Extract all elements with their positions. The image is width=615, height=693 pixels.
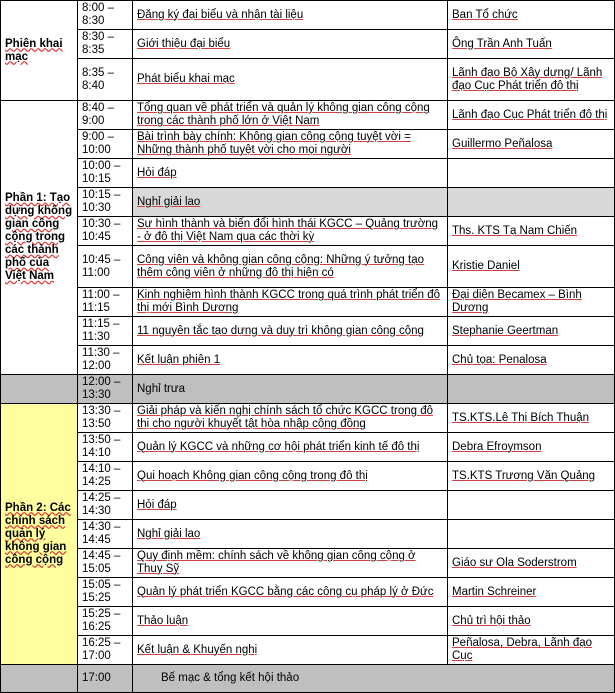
- table-row: [1, 578, 615, 607]
- time-cell: 10:30 – 10:45: [78, 217, 133, 246]
- table-row: [1, 375, 615, 404]
- time-cell: 8:40 – 9:00: [78, 101, 133, 130]
- topic-cell: Công viên và không gian công cộng: Những ý tưởng tạo thêm công viên ở những đô thị hiện có: [133, 246, 448, 288]
- table-row: [1, 607, 615, 636]
- table-row: [1, 159, 615, 188]
- topic-cell: Nghỉ trưa: [133, 375, 448, 404]
- speaker-cell: Peñalosa, Debra, Lãnh đạo Cục: [448, 636, 615, 665]
- topic-cell: Thảo luận: [133, 607, 448, 636]
- session-part1-label: Phần 1: Tạo dựng không gian công cộng trong các thành phố của Việt Nam: [1, 101, 78, 375]
- time-cell: 17:00: [78, 665, 133, 693]
- topic-cell: Quản lý KGCC và những cơ hội phát triển kinh tế đô thị: [133, 433, 448, 462]
- topic-cell: Kết luận phiên 1: [133, 346, 448, 375]
- table-row: [1, 462, 615, 491]
- topic-cell: Giải pháp và kiến nghị chính sách tổ chức KGCC trong đô thị cho người khuyết tật hòa nhập cộng đồng: [133, 404, 448, 433]
- time-cell: 10:15 – 10:30: [78, 188, 133, 217]
- table-row: [1, 346, 615, 375]
- speaker-cell: Giáo sư Ola Soderstrom: [448, 549, 615, 578]
- table-row: [1, 491, 615, 520]
- topic-cell: Giới thiệu đại biểu: [133, 30, 448, 59]
- empty-session-cell: [1, 665, 78, 693]
- table-row: [1, 101, 615, 130]
- speaker-cell: [448, 520, 615, 549]
- topic-cell: Kết luận & Khuyến nghị: [133, 636, 448, 665]
- table-row: [1, 433, 615, 462]
- speaker-cell: Lãnh đạo Bộ Xây dựng/ Lãnh đạo Cục Phát triển đô thị: [448, 59, 615, 101]
- table-row: [1, 59, 615, 101]
- topic-cell: Hỏi đáp: [133, 491, 448, 520]
- time-cell: 16:25 – 17:00: [78, 636, 133, 665]
- speaker-cell: Chủ trì hội thảo: [448, 607, 615, 636]
- time-cell: 8:00 – 8:30: [78, 1, 133, 30]
- topic-cell: Phát biểu khai mạc: [133, 59, 448, 101]
- speaker-cell: TS.KTS Trương Văn Quảng: [448, 462, 615, 491]
- speaker-cell: Ban Tổ chức: [448, 1, 615, 30]
- speaker-cell: [448, 188, 615, 217]
- time-cell: 15:25 – 16:25: [78, 607, 133, 636]
- speaker-cell: Ths. KTS Tạ Nam Chiến: [448, 217, 615, 246]
- topic-cell: Quy định mềm: chính sách về không gian công cộng ở Thuỵ Sỹ: [133, 549, 448, 578]
- table-row: [1, 636, 615, 665]
- topic-cell: Sự hình thành và biến đổi hình thái KGCC – Quảng trường - ở đô thị Việt Nam qua các thời kỳ: [133, 217, 448, 246]
- time-cell: 14:25 – 14:30: [78, 491, 133, 520]
- time-cell: 11:15 – 11:30: [78, 317, 133, 346]
- table-row: [1, 246, 615, 288]
- time-cell: 13:30 – 13:50: [78, 404, 133, 433]
- table-row: [1, 130, 615, 159]
- topic-cell: 11 nguyên tắc tạo dựng và duy trì không gian công cộng: [133, 317, 448, 346]
- topic-cell: Bế mạc & tổng kết hội thảo: [133, 665, 615, 693]
- table-row: [1, 520, 615, 549]
- time-cell: 15:05 – 15:25: [78, 578, 133, 607]
- speaker-cell: Chủ tọa: Penalosa: [448, 346, 615, 375]
- time-cell: 13:50 – 14:10: [78, 433, 133, 462]
- time-cell: 8:30 – 8:35: [78, 30, 133, 59]
- time-cell: 11:30 – 12:00: [78, 346, 133, 375]
- speaker-cell: Martin Schreiner: [448, 578, 615, 607]
- topic-cell: Qui hoạch Không gian công cộng trong đô thị: [133, 462, 448, 491]
- topic-cell: Nghỉ giải lao: [133, 188, 448, 217]
- table-row: [1, 665, 615, 693]
- topic-cell: Quản lý phát triển KGCC bằng các công cụ pháp lý ở Đức: [133, 578, 448, 607]
- speaker-cell: Guillermo Peñalosa: [448, 130, 615, 159]
- topic-cell: Kinh nghiệm hình thành KGCC trong quá trình phát triển đô thị mới Bình Dương: [133, 288, 448, 317]
- time-cell: 11:00 – 11:15: [78, 288, 133, 317]
- time-cell: 9:00 – 10:00: [78, 130, 133, 159]
- speaker-cell: Ông Trần Anh Tuấn: [448, 30, 615, 59]
- topic-cell: Đăng ký đại biểu và nhận tài liệu: [133, 1, 448, 30]
- speaker-cell: Lãnh đạo Cục Phát triển đô thị: [448, 101, 615, 130]
- table-row: [1, 30, 615, 59]
- speaker-cell: Debra Efroymson: [448, 433, 615, 462]
- speaker-cell: Kristie Daniel: [448, 246, 615, 288]
- table-row: [1, 549, 615, 578]
- table-row: [1, 288, 615, 317]
- topic-cell: Bài trình bày chính: Không gian công cộng tuyệt vời = Những thành phố tuyệt vời cho mọi người: [133, 130, 448, 159]
- topic-cell: Hỏi đáp: [133, 159, 448, 188]
- time-cell: 10:45 – 11:00: [78, 246, 133, 288]
- table-row: [1, 317, 615, 346]
- time-cell: 14:10 – 14:25: [78, 462, 133, 491]
- time-cell: 14:45 – 15:05: [78, 549, 133, 578]
- table-row: [1, 188, 615, 217]
- time-cell: 8:35 – 8:40: [78, 59, 133, 101]
- speaker-cell: [448, 159, 615, 188]
- speaker-cell: TS.KTS.Lê Thị Bích Thuận: [448, 404, 615, 433]
- topic-cell: Nghỉ giải lao: [133, 520, 448, 549]
- time-cell: 10:00 – 10:15: [78, 159, 133, 188]
- time-cell: 14:30 – 14:45: [78, 520, 133, 549]
- speaker-cell: [448, 491, 615, 520]
- session-part2-label: Phần 2: Các chính sách quản lý không gian công cộng: [1, 404, 78, 665]
- table-row: [1, 217, 615, 246]
- session-opening-label: Phiên khai mạc: [1, 1, 78, 101]
- table-row: [1, 404, 615, 433]
- empty-session-cell: [1, 375, 78, 404]
- time-cell: 12:00 – 13:30: [78, 375, 133, 404]
- topic-cell: Tổng quan về phát triển và quản lý không gian công cộng trong các thành phố lớn ở Việt Nam: [133, 101, 448, 130]
- speaker-cell: Stephanie Geertman: [448, 317, 615, 346]
- speaker-cell: [448, 375, 615, 404]
- table-row: [1, 1, 615, 30]
- speaker-cell: Đại diện Becamex – Bình Dương: [448, 288, 615, 317]
